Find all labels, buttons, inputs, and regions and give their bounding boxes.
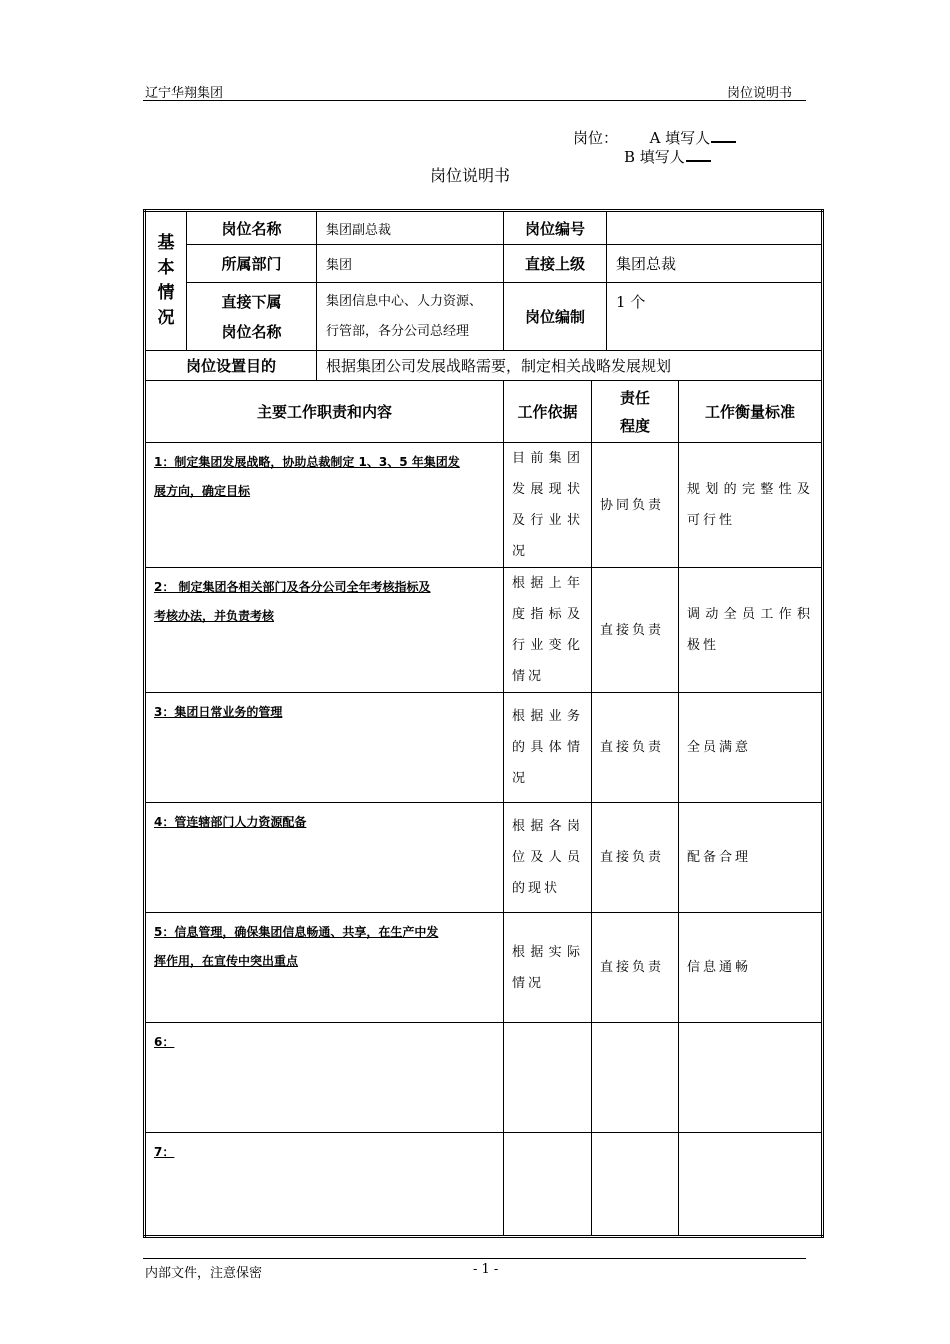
job-code-label: 岗位编号 bbox=[504, 211, 607, 245]
confidential-note: 内部文件，注意保密 bbox=[145, 1266, 263, 1281]
duty-content: 6： bbox=[145, 1023, 504, 1133]
filler-b-blank[interactable] bbox=[686, 148, 711, 162]
duty-content: 3：集团日常业务的管理 bbox=[145, 693, 504, 803]
duty-content: 5：信息管理，确保集团信息畅通、共享，在生产中发 挥作用，在宣传中突出重点 bbox=[145, 913, 504, 1023]
duty-row bbox=[145, 1133, 823, 1237]
duty-standard: 信息通畅 bbox=[679, 913, 823, 1023]
duty-resp: 直接负责 bbox=[592, 568, 679, 693]
duties-resp-header: 责任 程度 bbox=[592, 381, 679, 443]
job-name-label: 岗位名称 bbox=[187, 211, 317, 245]
duty-content: 7： bbox=[145, 1133, 504, 1237]
duty-basis: 目前集团发展现状及行业状况 bbox=[504, 443, 592, 568]
fill-in-a bbox=[573, 129, 736, 148]
duty-basis bbox=[504, 1023, 592, 1133]
filler-a-blank[interactable] bbox=[711, 129, 736, 143]
job-code-value bbox=[607, 211, 823, 245]
duties-basis-header: 工作依据 bbox=[504, 381, 592, 443]
duty-standard bbox=[679, 1133, 823, 1237]
job-description-table bbox=[143, 209, 824, 1238]
subordinate-label: 直接下属 岗位名称 bbox=[187, 283, 317, 351]
duty-standard: 规划的完整性及可行性 bbox=[679, 443, 823, 568]
company-name: 辽宁华翔集团 bbox=[145, 86, 224, 101]
duty-resp bbox=[592, 1133, 679, 1237]
duty-content: 1：制定集团发展战略，协助总裁制定 1、3、5 年集团发 展方向，确定目标 bbox=[145, 443, 504, 568]
position-label: 岗位： bbox=[573, 129, 619, 147]
duty-resp: 直接负责 bbox=[592, 693, 679, 803]
fill-in-b bbox=[624, 148, 711, 167]
job-name-value: 集团副总裁 bbox=[317, 211, 504, 245]
duty-standard: 配备合理 bbox=[679, 803, 823, 913]
duty-basis: 根据业务的具体情况 bbox=[504, 693, 592, 803]
duty-basis: 根据上年度指标及行业变化情况 bbox=[504, 568, 592, 693]
superior-value: 集团总裁 bbox=[607, 245, 823, 283]
duty-standard: 调动全员工作积极性 bbox=[679, 568, 823, 693]
duty-basis: 根据各岗位及人员的现状 bbox=[504, 803, 592, 913]
dept-label: 所属部门 bbox=[187, 245, 317, 283]
purpose-value: 根据集团公司发展战略需要，制定相关战略发展规划 bbox=[317, 351, 823, 381]
duty-content: 2： 制定集团各相关部门及各分公司全年考核指标及 考核办法，并负责考核 bbox=[145, 568, 504, 693]
duty-row bbox=[145, 693, 823, 803]
duty-standard bbox=[679, 1023, 823, 1133]
duty-row bbox=[145, 913, 823, 1023]
page-title: 岗位说明书 bbox=[430, 166, 511, 185]
duty-standard: 全员满意 bbox=[679, 693, 823, 803]
purpose-label: 岗位设置目的 bbox=[145, 351, 317, 381]
staffing-label: 岗位编制 bbox=[504, 283, 607, 351]
duty-resp: 直接负责 bbox=[592, 913, 679, 1023]
duty-basis bbox=[504, 1133, 592, 1237]
duty-row bbox=[145, 1023, 823, 1133]
duty-resp: 协同负责 bbox=[592, 443, 679, 568]
superior-label: 直接上级 bbox=[504, 245, 607, 283]
duty-basis: 根据实际情况 bbox=[504, 913, 592, 1023]
duty-content: 4：管连辖部门人力资源配备 bbox=[145, 803, 504, 913]
duty-row bbox=[145, 568, 823, 693]
staffing-value: 1 个 bbox=[607, 283, 823, 351]
duty-row bbox=[145, 803, 823, 913]
page-footer bbox=[143, 1258, 806, 1281]
filler-a-label: A 填写人 bbox=[649, 129, 711, 147]
duty-resp bbox=[592, 1023, 679, 1133]
filler-b-label: B 填写人 bbox=[624, 148, 685, 166]
subordinates-value: 集团信息中心、人力资源、 行管部，各分公司总经理 bbox=[317, 283, 504, 351]
duty-row bbox=[145, 443, 823, 568]
page-header bbox=[143, 82, 806, 101]
dept-value: 集团 bbox=[317, 245, 504, 283]
duties-content-header: 主要工作职责和内容 bbox=[145, 381, 504, 443]
duty-resp: 直接负责 bbox=[592, 803, 679, 913]
duties-standard-header: 工作衡量标准 bbox=[679, 381, 823, 443]
basic-info-section-label: 基 本 情 况 bbox=[145, 211, 187, 351]
header-doc-type: 岗位说明书 bbox=[726, 86, 792, 101]
page-number: - 1 - bbox=[473, 1262, 499, 1277]
